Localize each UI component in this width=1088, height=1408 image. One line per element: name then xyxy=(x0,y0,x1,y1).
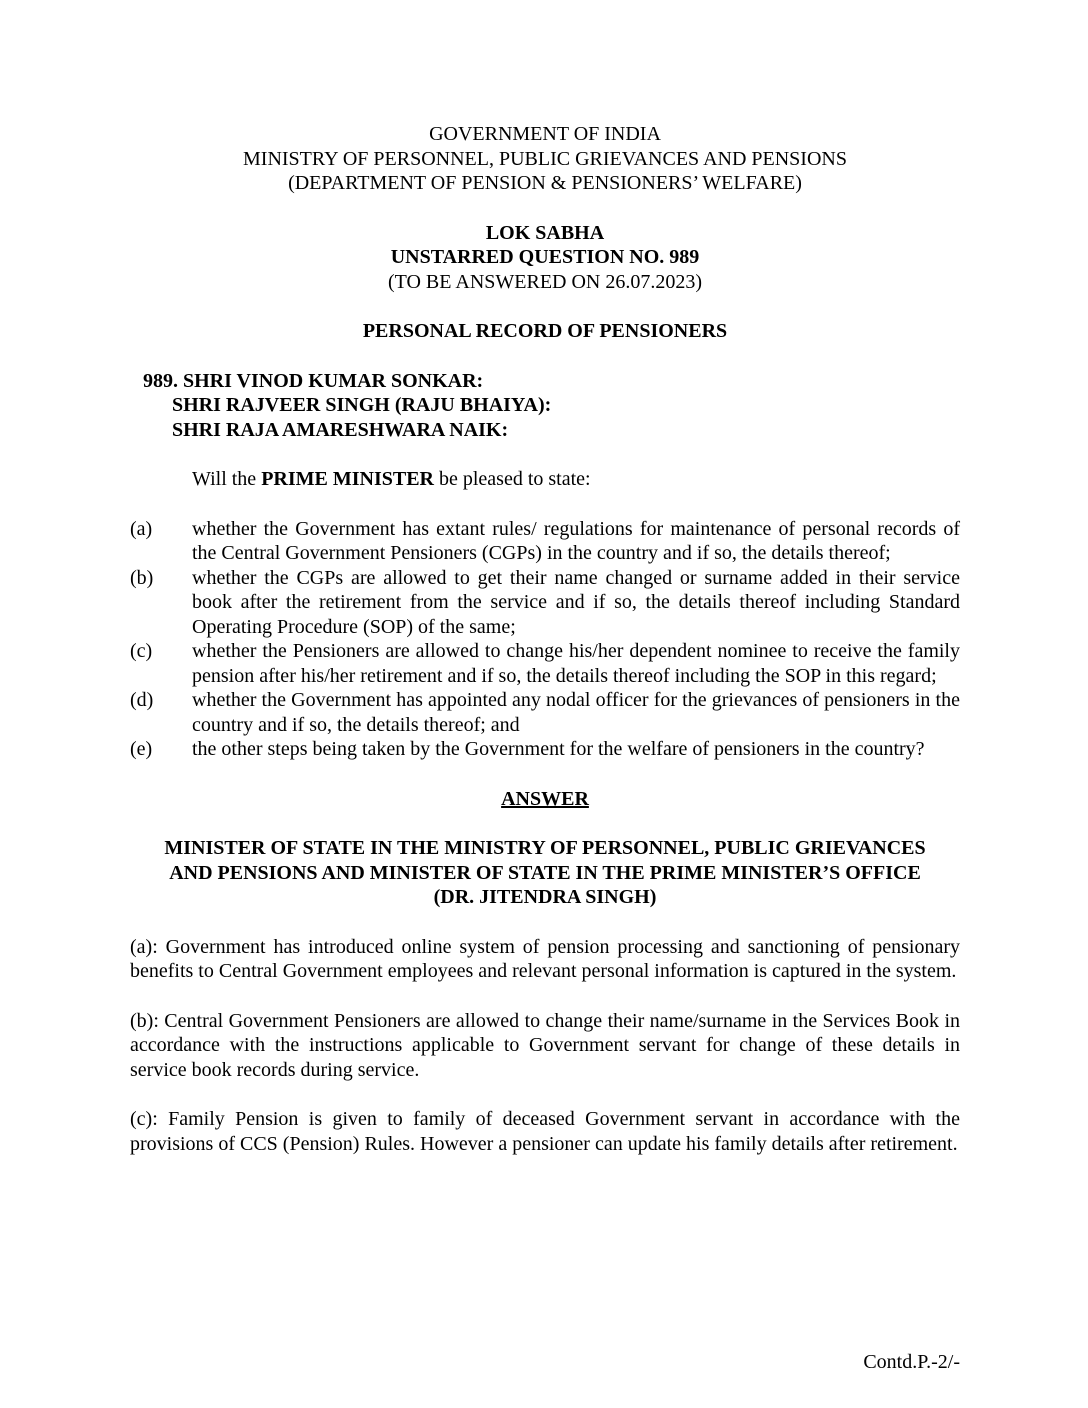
member-name: SHRI RAJVEER SINGH (RAJU BHAIYA): xyxy=(172,394,552,416)
question-intro xyxy=(192,467,960,492)
question-text: whether the CGPs are allowed to get their name changed or surname added in their service book after the retirement from the service and if so, the details thereof including Standard Operating Procedure (SOP) of the same; xyxy=(192,566,960,638)
government-header xyxy=(130,122,960,196)
question-number-label: 989. xyxy=(143,369,178,392)
question-label: (e) xyxy=(130,738,153,760)
question-text: whether the Pensioners are allowed to change his/her dependent nominee to receive the family pension after his/her retirement and if so, the details thereof including the SOP in this regard; xyxy=(192,640,960,687)
question-item xyxy=(130,517,960,566)
question-text: whether the Government has extant rules/ regulations for maintenance of personal records of the Central Government Pensioners (CGPs) in the country and if so, the details thereof; xyxy=(192,517,960,564)
member-name: SHRI RAJA AMARESHWARA NAIK: xyxy=(172,418,509,441)
continued-note: Contd.P.-2/- xyxy=(863,1351,960,1373)
member-name: SHRI VINOD KUMAR SONKAR: xyxy=(183,369,484,392)
question-header xyxy=(130,221,960,295)
answer-date: (TO BE ANSWERED ON 26.07.2023) xyxy=(387,270,703,293)
minister-name: (DR. JITENDRA SINGH) xyxy=(433,886,657,908)
question-label: (c) xyxy=(130,640,153,662)
subject-title: PERSONAL RECORD OF PENSIONERS xyxy=(362,320,728,342)
header-line: MINISTRY OF PERSONNEL, PUBLIC GRIEVANCES AND PENSIONS xyxy=(243,147,847,170)
member-names xyxy=(143,369,960,443)
header-line: (DEPARTMENT OF PENSION & PENSIONERS’ WELFARE) xyxy=(288,172,802,194)
minister-heading xyxy=(130,836,960,910)
minister-line: AND PENSIONS AND MINISTER OF STATE IN THE PRIME MINISTER’S OFFICE xyxy=(169,861,921,884)
question-label: (d) xyxy=(130,689,154,711)
question-text: whether the Government has appointed any nodal officer for the grievances of pensioners in the country and if so, the details thereof; and xyxy=(192,689,960,736)
question-label: (a) xyxy=(130,517,153,540)
intro-addressee: PRIME MINISTER xyxy=(261,468,434,490)
minister-line: MINISTER OF STATE IN THE MINISTRY OF PERSONNEL, PUBLIC GRIEVANCES xyxy=(164,837,926,859)
question-text: the other steps being taken by the Government for the welfare of pensioners in the country? xyxy=(192,738,925,760)
answer-paragraph: (c): Family Pension is given to family of deceased Government servant in accordance with the provisions of CCS (Pension) Rules. However a pensioner can update his family details after retirement. xyxy=(130,1108,960,1155)
intro-text: be pleased to state: xyxy=(433,468,591,490)
header-line: GOVERNMENT OF INDIA xyxy=(429,123,661,145)
document-page xyxy=(130,122,960,1156)
answer-paragraph: (a): Government has introduced online system of pension processing and sanctioning of pensionary benefits to Central Government employees and relevant personal information is captured in the system. xyxy=(130,935,960,982)
intro-text: Will the xyxy=(192,468,262,490)
question-label: (b) xyxy=(130,566,154,589)
question-item xyxy=(130,737,960,762)
question-item xyxy=(130,688,960,737)
question-list xyxy=(130,517,960,762)
answer-paragraph: (b): Central Government Pensioners are allowed to change their name/surname in the Services Book in accordance with the instructions applicable to Government servant for change of these details in service book records during service. xyxy=(130,1009,960,1081)
question-item xyxy=(130,639,960,688)
house-name: LOK SABHA xyxy=(485,221,605,244)
question-number: UNSTARRED QUESTION NO. 989 xyxy=(390,246,700,268)
question-item xyxy=(130,566,960,640)
answer-heading: ANSWER xyxy=(501,787,589,810)
